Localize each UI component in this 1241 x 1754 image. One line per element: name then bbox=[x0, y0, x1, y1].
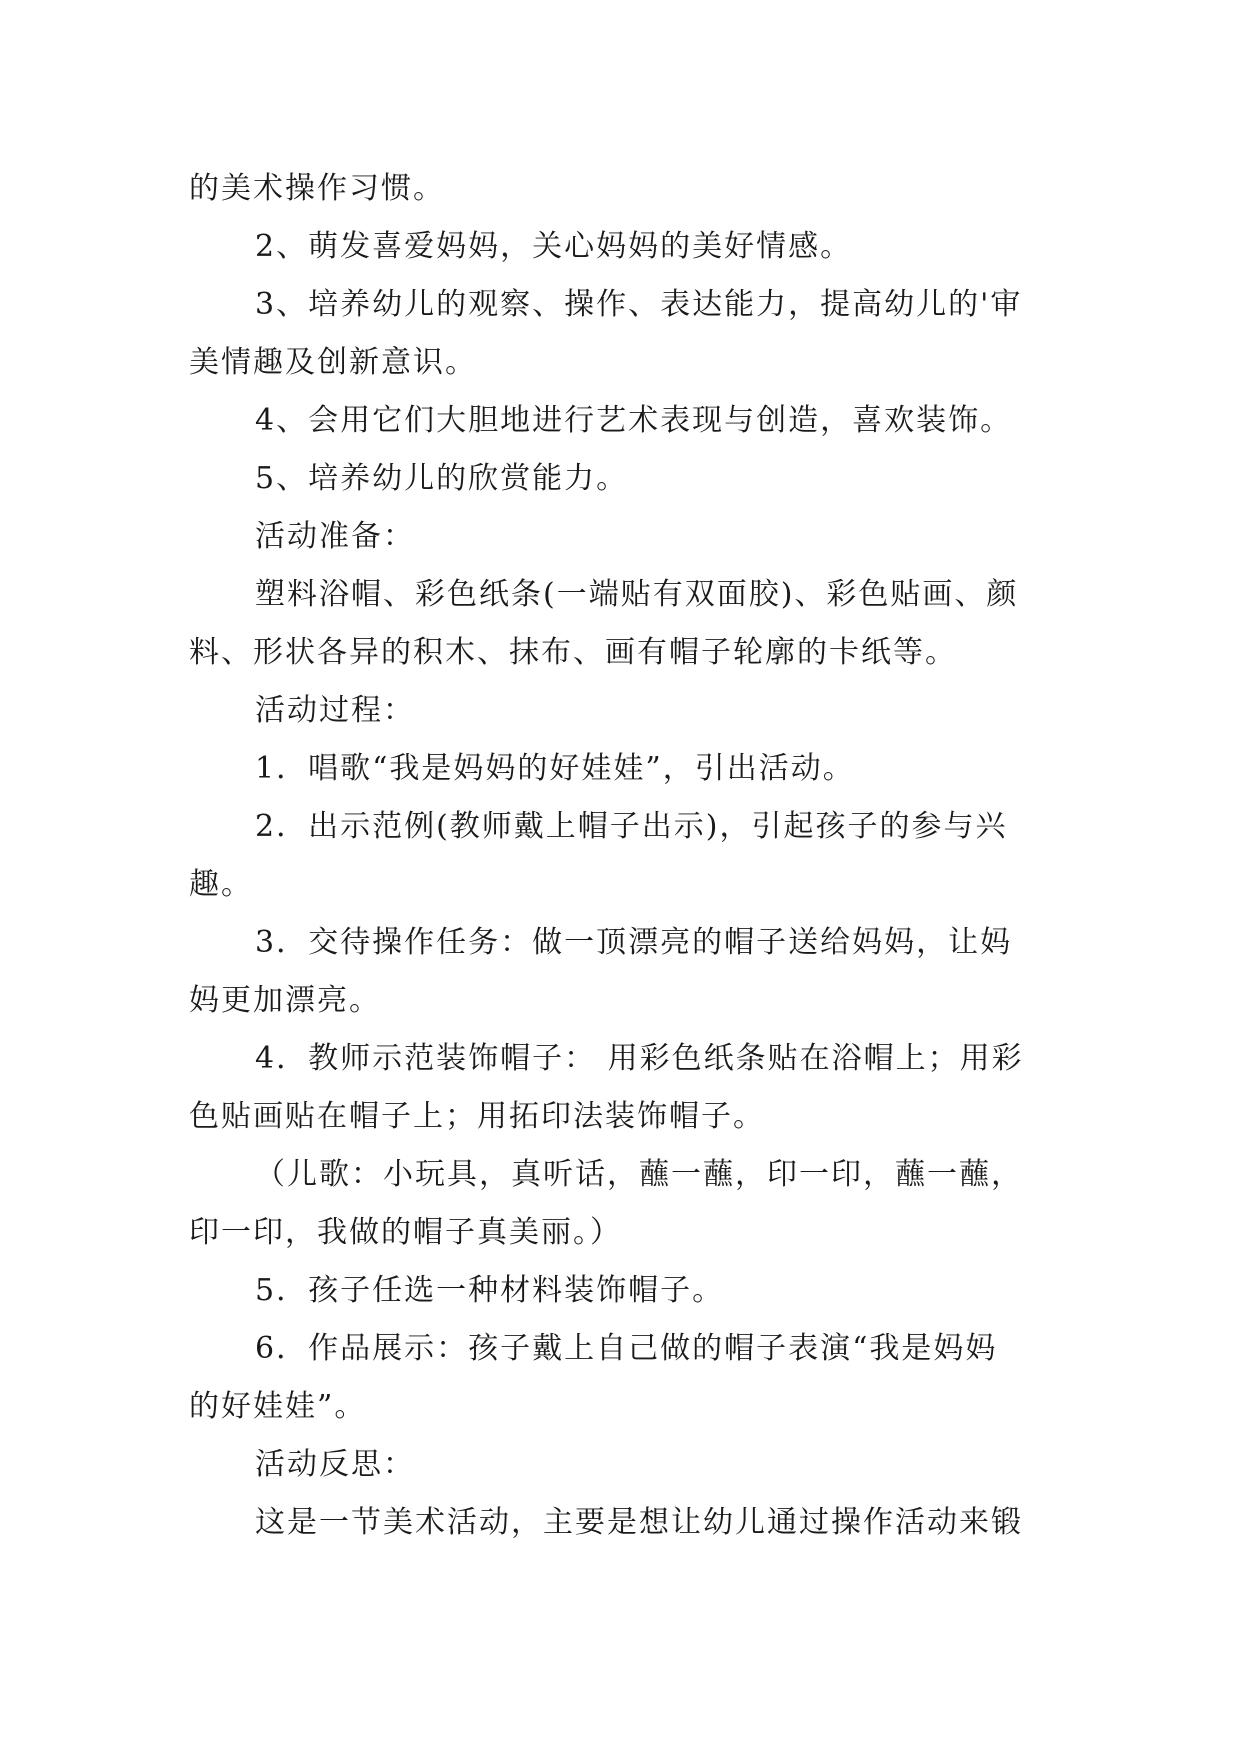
text-line: 1．唱歌“我是妈妈的好娃娃”，引出活动。 bbox=[255, 751, 855, 786]
text-line: （儿歌：小玩具，真听话，蘸一蘸，印一印，蘸一蘸， bbox=[255, 1157, 1023, 1192]
text-line: 5．孩子任选一种材料装饰帽子。 bbox=[255, 1273, 725, 1308]
section-heading: 活动反思： bbox=[255, 1447, 415, 1482]
text-line: 2、萌发喜爱妈妈，关心妈妈的美好情感。 bbox=[255, 229, 853, 264]
document-body bbox=[189, 160, 1055, 1552]
text-line: 6．作品展示：孩子戴上自己做的帽子表演“我是妈妈 bbox=[255, 1331, 998, 1366]
text-line: 这是一节美术活动，主要是想让幼儿通过操作活动来锻 bbox=[255, 1505, 1023, 1540]
text-line: 色贴画贴在帽子上；用拓印法装饰帽子。 bbox=[189, 1099, 765, 1134]
text-line: 料、形状各异的积木、抹布、画有帽子轮廓的卡纸等。 bbox=[189, 635, 957, 670]
text-line: 5、培养幼儿的欣赏能力。 bbox=[255, 461, 629, 496]
text-line: 3．交待操作任务：做一顶漂亮的帽子送给妈妈，让妈 bbox=[255, 925, 1013, 960]
text-line: 的好娃娃”。 bbox=[189, 1389, 367, 1424]
text-line: 4．教师示范装饰帽子： 用彩色纸条贴在浴帽上；用彩 bbox=[255, 1041, 1024, 1076]
text-line: 3、培养幼儿的观察、操作、表达能力，提高幼儿的'审 bbox=[255, 287, 1023, 322]
section-heading: 活动过程： bbox=[255, 693, 415, 728]
text-line: 2．出示范例(教师戴上帽子出示)，引起孩子的参与兴 bbox=[255, 809, 1008, 844]
text-line: 4、会用它们大胆地进行艺术表现与创造，喜欢装饰。 bbox=[255, 403, 1013, 438]
text-line: 趣。 bbox=[189, 867, 253, 902]
text-line: 妈更加漂亮。 bbox=[189, 983, 381, 1018]
section-heading: 活动准备： bbox=[255, 519, 415, 554]
text-line: 塑料浴帽、彩色纸条(一端贴有双面胶)、彩色贴画、颜 bbox=[255, 577, 1019, 612]
text-line: 美情趣及创新意识。 bbox=[189, 345, 477, 380]
text-line: 的美术操作习惯。 bbox=[189, 171, 445, 206]
text-line: 印一印，我做的帽子真美丽。） bbox=[189, 1215, 622, 1250]
